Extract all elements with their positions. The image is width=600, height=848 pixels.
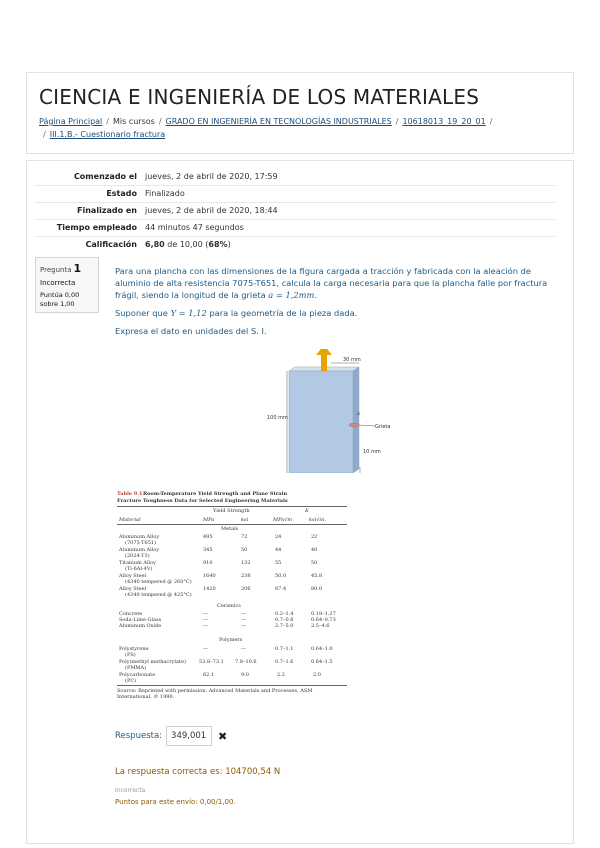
row-k-mpa: 2.2 (277, 672, 285, 678)
question-paragraph-1 (115, 265, 555, 301)
row-k-mpa: 0.7–1.6 (275, 659, 294, 665)
course-title: CIENCIA E INGENIERÍA DE LOS MATERIALES (39, 85, 480, 109)
row-y-mpa: 910 (203, 560, 213, 566)
row-k-mpa: 2.7–5.0 (275, 623, 294, 629)
col-ksi-in: ksi√in. (309, 517, 326, 523)
table-caption-title: Room-Temperature Yield Strength and Plane Strain (143, 491, 288, 497)
question-text-1: Para una plancha con las dimensiones de la figura cargada a tracción y fabricada con la aleación de aluminio de alta resistencia 7075-T651, calcula la carga necesaria para que la plancha falle por fractura frágil, siendo la longitud de la grieta (115, 266, 548, 300)
row-sub: (PS) (125, 652, 136, 658)
row-y-mpa: — (203, 646, 208, 652)
row-y-mpa: 345 (203, 547, 213, 553)
summary-row-finished (35, 203, 555, 220)
row-k-mpa: 87.4 (275, 586, 287, 592)
answer-feedback (115, 767, 555, 806)
row-sub: (4340 tempered @ 260°C) (125, 579, 192, 585)
answer-row (115, 725, 227, 747)
row-name: Alloy Steel (119, 573, 147, 579)
row-k-mpa: 24 (275, 534, 282, 540)
correct-answer: La respuesta correcta es: 104700,54 N (115, 767, 281, 777)
row-y-ksi: 132 (241, 560, 251, 566)
question-grade: Puntúa 0,00 sobre 1,00 (40, 291, 80, 308)
table-footnote: Source: Reprinted with permission, Advanced Materials and Processes, ASM International, © 1990. (117, 688, 313, 700)
summary-row-grade (35, 237, 555, 254)
section-metals: Metals (221, 526, 239, 532)
row-sub: (2024-T3) (125, 553, 150, 559)
row-y-mpa: 62.1 (203, 672, 215, 678)
row-k-mpa: 55 (275, 560, 282, 566)
summary-row-state (35, 186, 555, 203)
question-info (35, 257, 99, 313)
row-k-ksi: 80.0 (311, 586, 323, 592)
question-number-value: 1 (73, 262, 82, 275)
row-name: Polycarbonate (119, 672, 156, 678)
row-y-mpa: 53.8–73.1 (199, 659, 224, 665)
breadcrumb-quiz[interactable]: III.1.B.- Cuestionario fractura (49, 130, 166, 139)
row-sub: (PMMA) (125, 665, 147, 671)
breadcrumb-course-code[interactable]: 10618013_19_20_01 (402, 117, 486, 126)
breadcrumb-separator: / (395, 117, 399, 126)
row-k-ksi: 50 (311, 560, 318, 566)
crack-length-formula: a = 1,2mm. (268, 290, 318, 300)
row-name: Poly(methyl methacrylate) (119, 659, 186, 665)
row-y-ksi: 72 (241, 534, 248, 540)
row-sub: (Ti-6Al-4V) (125, 566, 153, 572)
row-y-ksi: 206 (241, 586, 251, 592)
crack-a-label: a (357, 411, 360, 417)
crack-leader (359, 425, 375, 426)
plate-figure (261, 349, 421, 473)
finished-value: jueves, 2 de abril de 2020, 18:44 (141, 203, 555, 220)
breadcrumb-separator: / (43, 130, 46, 139)
row-y-ksi: 50 (241, 547, 248, 553)
outcome-state: Incorrecta (115, 787, 146, 794)
question-state: Incorrecta (40, 279, 76, 287)
crack-label: Grieta (375, 424, 391, 430)
page-header (26, 72, 574, 154)
fracture-toughness-table (117, 491, 347, 701)
table-rule (117, 524, 347, 525)
row-k-mpa: 0.7–0.8 (275, 617, 294, 623)
summary-row-started (35, 169, 555, 186)
row-k-mpa: 0.7–1.1 (275, 646, 294, 652)
height-label: 100 mm (267, 415, 288, 421)
row-name: Aluminum Oxide (119, 623, 162, 629)
breadcrumb-separator: / (106, 117, 109, 126)
row-k-mpa: 50.0 (275, 573, 287, 579)
quiz-review (26, 160, 574, 844)
row-k-ksi: 45.8 (311, 573, 323, 579)
row-y-ksi: — (241, 623, 246, 629)
grade-close: ) (227, 240, 231, 249)
grade-percent: 68% (208, 240, 228, 249)
row-y-mpa: 1640 (203, 573, 216, 579)
row-y-ksi: — (241, 617, 246, 623)
question-text-2: Suponer que (115, 308, 168, 318)
row-name: Titanium Alloy (119, 560, 156, 566)
row-y-mpa: — (203, 611, 208, 617)
row-y-mpa: 495 (203, 534, 213, 540)
col-mpa: MPa (203, 517, 215, 523)
finished-label: Finalizado en (35, 203, 141, 220)
grade-rest: de 10,00 ( (164, 240, 209, 249)
row-name: Polystyrene (119, 646, 149, 652)
attempt-summary (35, 169, 555, 253)
geometry-factor-formula: Y = 1,12 (170, 308, 207, 318)
breadcrumb-home[interactable]: Página Principal (39, 117, 103, 126)
row-name: Soda-Lime Glass (119, 617, 162, 623)
row-name: Concrete (119, 611, 143, 617)
breadcrumb-separator: / (489, 117, 493, 126)
grade-score: 6,80 (145, 240, 165, 249)
started-value: jueves, 2 de abril de 2020, 17:59 (145, 172, 278, 181)
row-y-mpa: — (203, 617, 208, 623)
summary-row-time (35, 220, 555, 237)
breadcrumb-my-courses: Mis cursos (112, 117, 155, 126)
row-k-ksi: 40 (311, 547, 318, 553)
row-k-ksi: 0.18–1.27 (311, 611, 336, 617)
col-ksi: ksi (241, 517, 249, 523)
row-y-ksi: — (241, 646, 246, 652)
row-sub: (7075-T651) (125, 540, 157, 546)
header-yield: Yield Strength (213, 508, 250, 514)
section-polymers: Polymers (219, 637, 243, 643)
row-y-mpa: — (203, 623, 208, 629)
incorrect-x-icon: ✖ (218, 729, 228, 743)
plate-side-face (353, 367, 359, 473)
width-label: 30 mm (343, 357, 361, 363)
row-name: Alloy Steel (119, 586, 147, 592)
row-k-ksi: 0.64–1.0 (311, 646, 333, 652)
state-label: Estado (35, 186, 141, 203)
breadcrumb (39, 115, 559, 141)
row-k-mpa: 44 (275, 547, 282, 553)
question-text (115, 265, 555, 343)
plate-front-face (289, 371, 353, 473)
row-k-ksi: 0.64–0.73 (311, 617, 336, 623)
row-k-mpa: 0.2–1.4 (275, 611, 294, 617)
row-y-ksi: 7.8–10.6 (235, 659, 257, 665)
question-text-2-end: para la geometría de la pieza dada. (209, 308, 358, 318)
section-ceramics: Ceramics (217, 603, 241, 609)
breadcrumb-separator: / (158, 117, 162, 126)
row-y-mpa: 1420 (203, 586, 216, 592)
answer-input[interactable] (166, 726, 212, 746)
arrow-up-head (316, 349, 332, 355)
state-value: Finalizado (141, 186, 555, 203)
row-y-ksi: 9.0 (241, 672, 249, 678)
points-for-submission: Puntos para este envío: 0,00/1,00. (115, 798, 236, 806)
table-rule (117, 506, 347, 507)
question-paragraph-2 (115, 307, 555, 319)
thickness-label: 10 mm (363, 449, 381, 455)
row-y-ksi: — (241, 611, 246, 617)
header-kic: K (305, 508, 309, 514)
grade-value (141, 237, 555, 254)
table-rule (117, 685, 347, 686)
row-k-ksi: 22 (311, 534, 318, 540)
table-caption-title-2: Fracture Toughness Data for Selected Engineering Materials (117, 498, 288, 504)
row-name: Aluminum Alloy (119, 534, 160, 540)
question-paragraph-3: Expresa el dato en unidades del S. I. (115, 326, 267, 336)
answer-label: Respuesta: (115, 731, 163, 741)
row-name: Aluminum Alloy (119, 547, 160, 553)
table-caption-label: Table 9.1 (117, 491, 143, 497)
crack-mark (349, 423, 359, 427)
arrow-up-shaft (321, 353, 327, 371)
time-value: 44 minutos 47 segundos (141, 220, 555, 237)
time-label: Tiempo empleado (35, 220, 141, 237)
breadcrumb-degree[interactable]: GRADO EN INGENIERÍA EN TECNOLOGÍAS INDUSTRIALES (165, 117, 392, 126)
question-number (40, 262, 94, 275)
col-material: Material (119, 517, 141, 523)
row-k-ksi: 0.64–1.5 (311, 659, 333, 665)
row-k-ksi: 2.0 (313, 672, 321, 678)
row-k-ksi: 2.5–4.6 (311, 623, 330, 629)
question-number-label: Pregunta (40, 266, 72, 274)
row-sub: (4340 tempered @ 425°C) (125, 592, 192, 598)
row-y-ksi: 238 (241, 573, 251, 579)
started-label: Comenzado el (73, 172, 137, 181)
grade-label: Calificación (35, 237, 141, 254)
row-sub: (PC) (125, 678, 137, 684)
col-mpa-m: MPa√m (273, 517, 293, 523)
